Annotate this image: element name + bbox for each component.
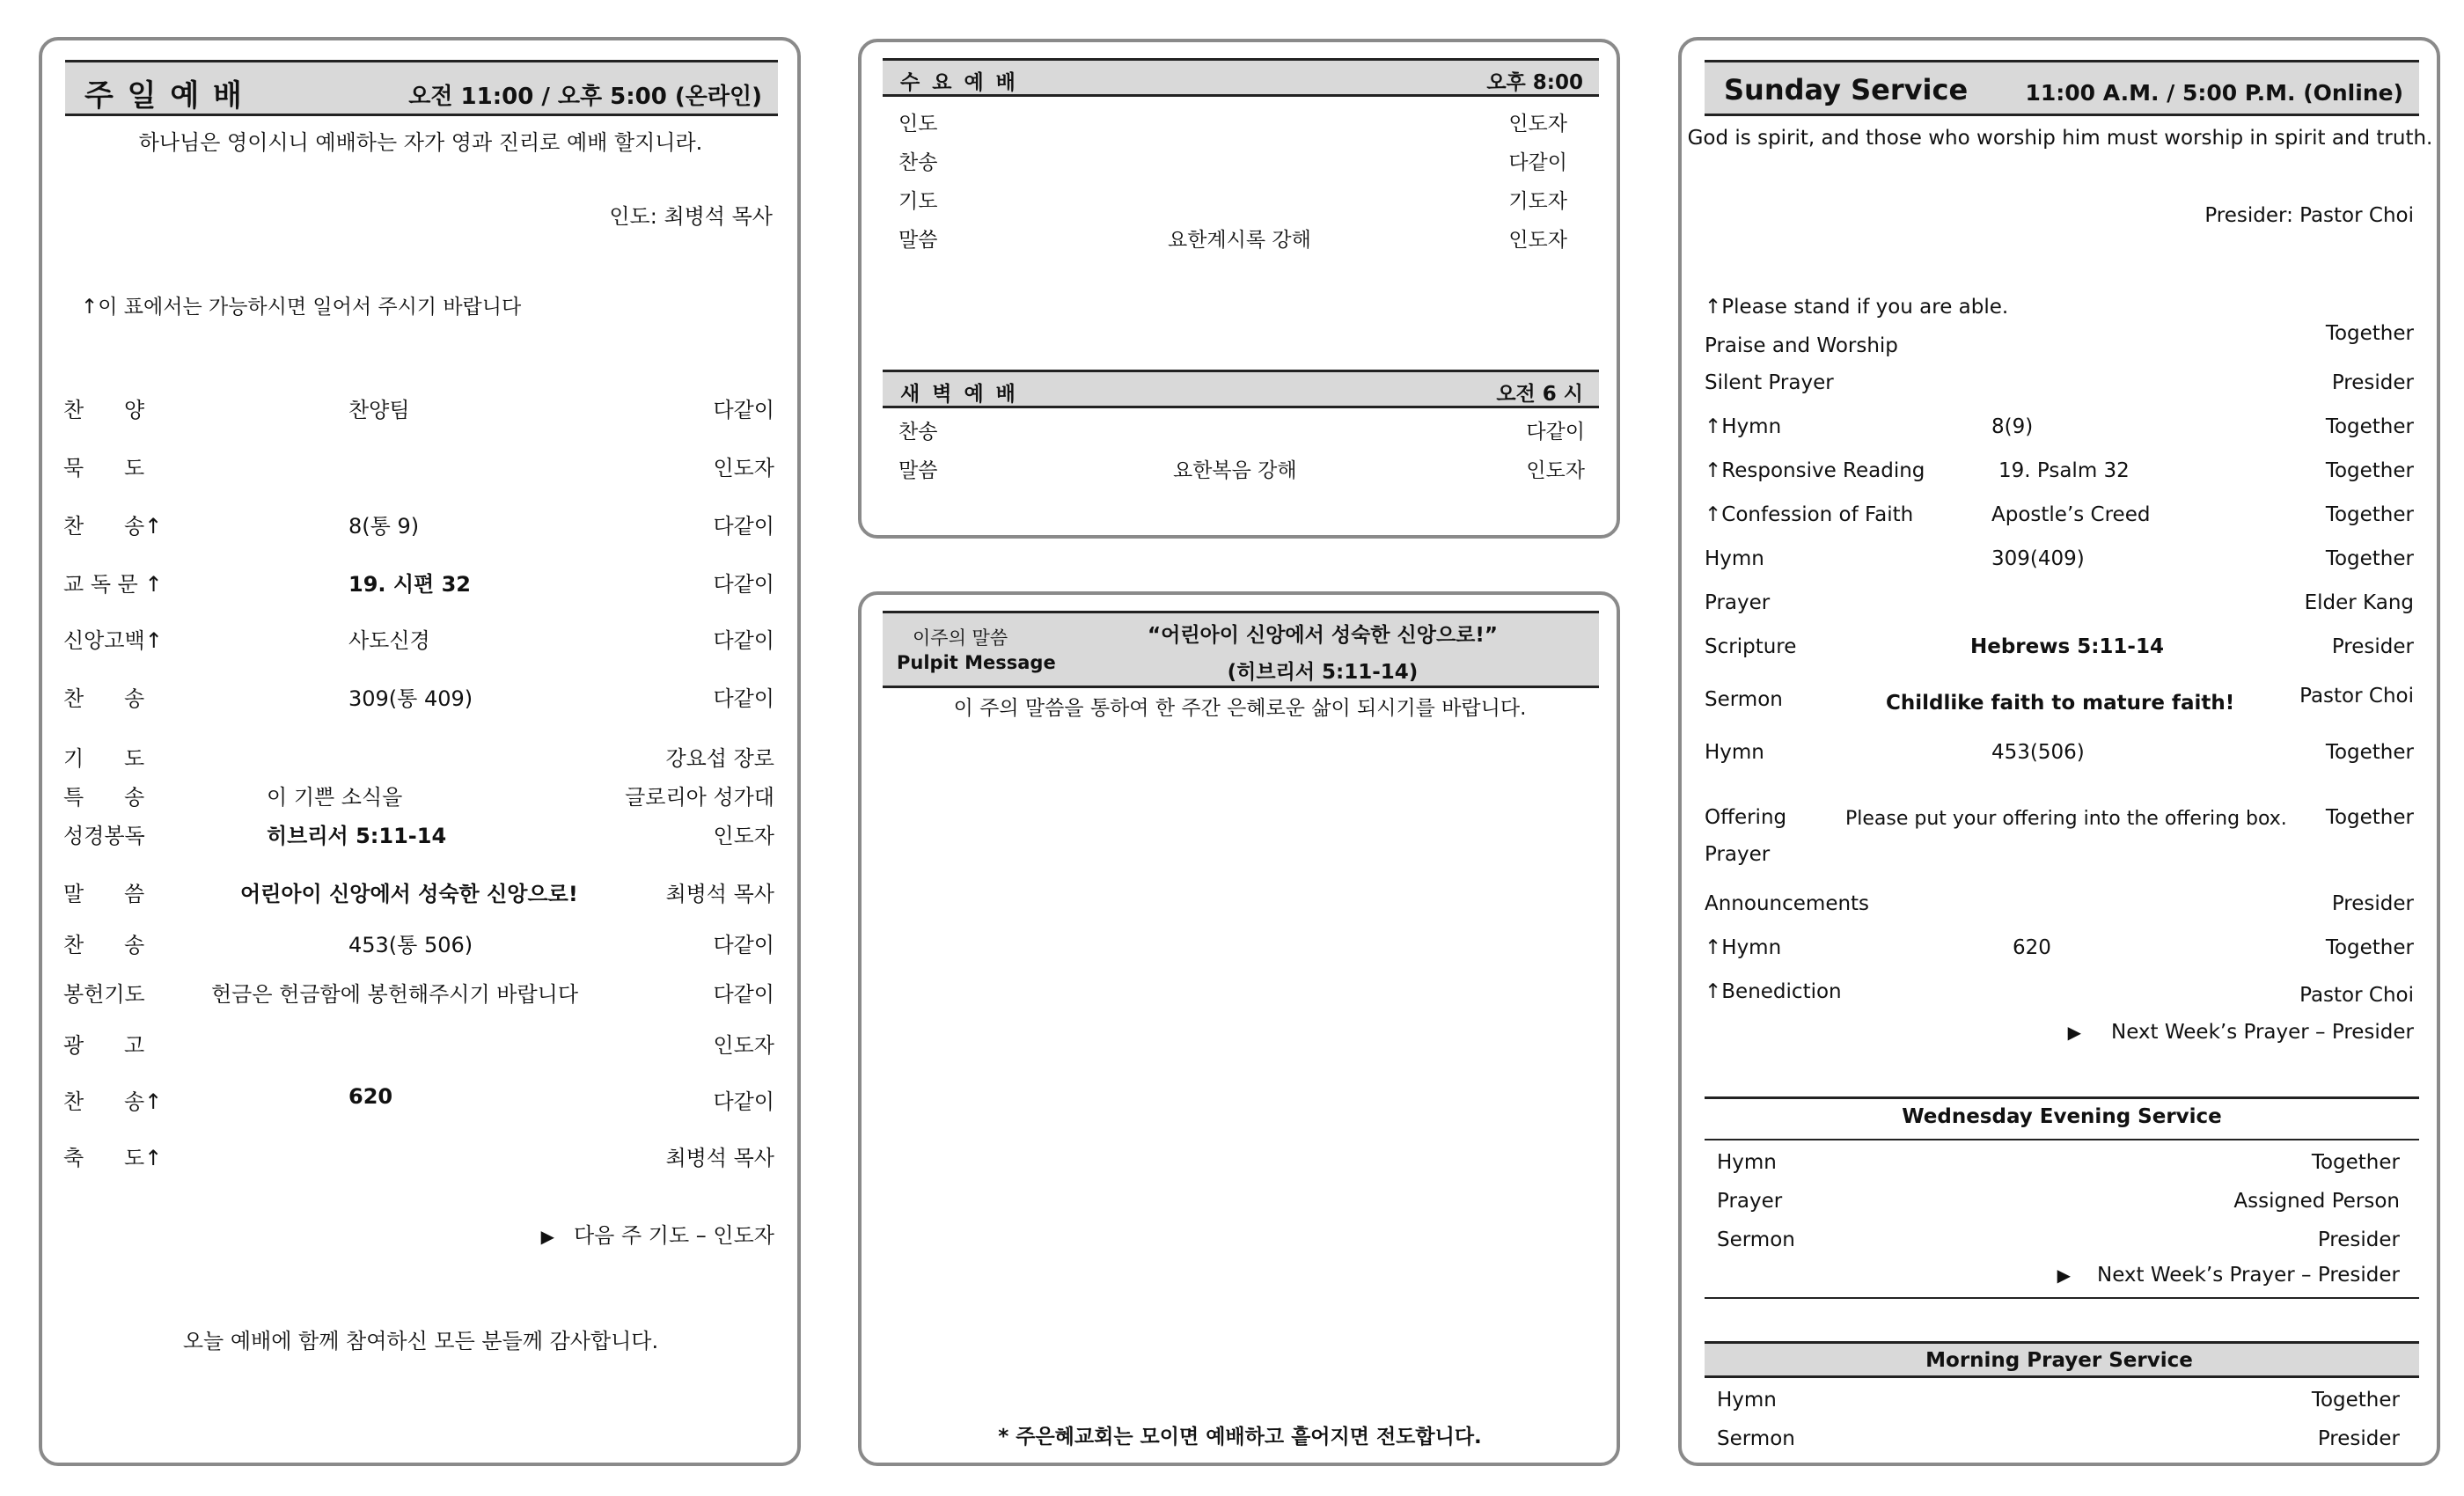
pulpit-message-panel <box>858 591 1620 1466</box>
next-week-prayer-text: 다음 주 기도 – 인도자 <box>574 1223 774 1248</box>
order-leader: 다같이 <box>713 572 774 597</box>
order-label: 기 도 <box>63 746 145 771</box>
offering-label-prayer: Prayer <box>1705 843 1771 866</box>
order-item: 이 기쁜 소식을 <box>267 785 403 810</box>
dawn-label: 말씀 <box>898 459 938 482</box>
english-morning-label: Sermon <box>1717 1427 1795 1450</box>
next-week-prayer <box>541 1218 774 1249</box>
english-order-item: 620 <box>2013 936 2051 959</box>
pulpit-header-bar <box>883 611 1599 688</box>
english-order-leader: Presider <box>2331 635 2414 658</box>
english-morning-title: Morning Prayer Service <box>1925 1349 2193 1372</box>
sunday-header-bar <box>65 60 778 116</box>
order-label: 교 독 문 ↑ <box>63 572 163 597</box>
english-time: 11:00 A.M. / 5:00 P.M. (Online) <box>2025 80 2403 106</box>
dawn-header-bar <box>883 370 1599 408</box>
dawn-label: 찬송 <box>898 421 938 444</box>
english-wed-leader: Assigned Person <box>2233 1190 2400 1213</box>
english-stand-note: ↑Please stand if you are able. <box>1705 296 2009 319</box>
english-order-leader: Together <box>2325 415 2414 438</box>
order-leader: 다같이 <box>713 933 774 957</box>
order-item: 어린아이 신앙에서 성숙한 신앙으로! <box>240 882 578 906</box>
dawn-time: 오전 6 시 <box>1496 383 1583 406</box>
english-order-leader: Together <box>2325 459 2414 482</box>
english-order-leader: Presider <box>2331 892 2414 915</box>
order-label: 축 도↑ <box>63 1146 163 1170</box>
korean-sunday-panel <box>39 37 801 1466</box>
dawn-leader: 인도자 <box>1526 459 1585 482</box>
english-next-week-text: Next Week’s Prayer – Presider <box>2110 1021 2414 1044</box>
stand-note: ↑이 표에서는 가능하시면 일어서 주시기 바랍니다 <box>81 296 522 319</box>
order-leader: 강요섭 장로 <box>665 746 774 771</box>
order-leader: 다같이 <box>713 398 774 422</box>
wed-label: 기도 <box>898 190 938 213</box>
morning-header-bar <box>1705 1341 2419 1378</box>
english-sunday-panel <box>1678 37 2440 1466</box>
offering-note: Please put your offering into the offering box. <box>1845 808 2287 830</box>
english-order-leader: Together <box>2325 547 2414 570</box>
wed-mid-rule <box>1705 1139 2419 1140</box>
english-order-label: Announcements <box>1705 892 1870 915</box>
english-order-leader: Pastor Choi <box>2299 685 2414 708</box>
english-order-item: Hebrews 5:11-14 <box>1970 635 2164 658</box>
english-order-label: ↑Responsive Reading <box>1705 459 1925 482</box>
order-leader: 글로리아 성가대 <box>625 785 774 810</box>
pulpit-message-title: “어린아이 신앙에서 성숙한 신앙으로!” <box>1147 624 1498 647</box>
english-order-leader: Presider <box>2331 371 2414 394</box>
wednesday-header-bar <box>883 58 1599 97</box>
english-order-leader: Pastor Choi <box>2299 984 2414 1007</box>
english-order-item: 19. Psalm 32 <box>1998 459 2130 482</box>
english-order-item: 309(409) <box>1991 547 2085 570</box>
order-leader: 다같이 <box>713 514 774 539</box>
english-title: Sunday Service <box>1724 73 1969 106</box>
order-label: 광 고 <box>63 1033 145 1058</box>
wed-leader: 인도자 <box>1508 229 1567 252</box>
praise-right: Together <box>2325 322 2414 345</box>
church-motto: * 주은혜교회는 모이면 예배하고 흩어지면 전도합니다. <box>998 1426 1482 1448</box>
english-order-label: Hymn <box>1705 547 1764 570</box>
praise-label: Praise and Worship <box>1705 334 1898 357</box>
pulpit-message-ref: (히브리서 5:11-14) <box>1227 661 1419 684</box>
order-leader: 다같이 <box>713 686 774 711</box>
dawn-title: 새 벽 예 배 <box>900 383 1018 406</box>
english-order-leader: Together <box>2325 936 2414 959</box>
sunday-presider: 인도: 최병석 목사 <box>609 204 773 229</box>
wed-label: 인도 <box>898 113 938 136</box>
english-wed-label: Sermon <box>1717 1228 1795 1251</box>
offering-right: Together <box>2325 806 2414 829</box>
offering-label: Offering <box>1705 806 1787 829</box>
english-order-leader: Together <box>2325 741 2414 764</box>
english-order-item: Apostle’s Creed <box>1991 503 2151 526</box>
dawn-item: 요한복음 강해 <box>1173 459 1297 482</box>
english-order-label: Scripture <box>1705 635 1797 658</box>
order-item: 620 <box>348 1084 393 1109</box>
english-wed-label: Hymn <box>1717 1151 1777 1174</box>
order-item: 사도신경 <box>348 628 430 653</box>
wednesday-title: 수 요 예 배 <box>900 71 1018 94</box>
order-label: 찬 송↑ <box>63 1089 163 1114</box>
order-label: 찬 송↑ <box>63 514 163 539</box>
pulpit-label-en: Pulpit Message <box>897 652 1056 673</box>
dawn-leader: 다같이 <box>1526 421 1585 444</box>
thanks-message: 오늘 예배에 함께 참여하신 모든 분들께 감사합니다. <box>182 1329 659 1353</box>
order-label: 묵 도 <box>63 456 145 480</box>
wed-item: 요한계시록 강해 <box>1168 229 1311 252</box>
order-item: 19. 시편 32 <box>348 572 471 597</box>
weekday-services-panel <box>858 39 1620 539</box>
play-triangle-icon: ▶ <box>540 1226 554 1247</box>
order-item: 히브리서 5:11-14 <box>267 824 447 848</box>
sunday-verse: 하나님은 영이시니 예배하는 자가 영과 진리로 예배 할지니라. <box>138 130 703 155</box>
english-order-leader: Together <box>2325 503 2414 526</box>
wed-label: 찬송 <box>898 151 938 174</box>
english-wed-leader: Together <box>2311 1151 2400 1174</box>
order-label: 성경봉독 <box>63 824 145 848</box>
play-triangle-icon: ▶ <box>2067 1022 2081 1043</box>
english-order-label: ↑Confession of Faith <box>1705 503 1914 526</box>
order-label: 찬 양 <box>63 398 145 422</box>
order-leader: 인도자 <box>713 456 774 480</box>
english-presider: Presider: Pastor Choi <box>2204 204 2414 227</box>
order-item: 453(통 506) <box>348 933 473 957</box>
order-item: 헌금은 헌금함에 봉헌해주시기 바랍니다 <box>211 982 579 1007</box>
sunday-time: 오전 11:00 / 오후 5:00 (온라인) <box>408 84 762 110</box>
order-label: 봉헌기도 <box>63 982 145 1007</box>
order-leader: 인도자 <box>713 824 774 848</box>
english-order-label: ↑Hymn <box>1705 936 1782 959</box>
english-order-label: Silent Prayer <box>1705 371 1834 394</box>
english-order-label: Sermon <box>1705 688 1783 711</box>
order-label: 찬 송 <box>63 933 145 957</box>
order-leader: 다같이 <box>713 628 774 653</box>
order-leader: 인도자 <box>713 1033 774 1058</box>
english-next-week <box>2068 1021 2414 1044</box>
order-item: 찬양팀 <box>348 398 410 422</box>
english-wed-label: Prayer <box>1717 1190 1783 1213</box>
order-label: 특 송 <box>63 785 145 810</box>
order-item: 309(통 409) <box>348 686 473 711</box>
order-item: 8(통 9) <box>348 514 420 539</box>
english-morning-leader: Presider <box>2317 1427 2400 1450</box>
order-leader: 최병석 목사 <box>665 882 774 906</box>
wed-top-rule <box>1705 1096 2419 1099</box>
wed-leader: 기도자 <box>1508 190 1567 213</box>
wednesday-time: 오후 8:00 <box>1486 71 1583 94</box>
order-leader: 최병석 목사 <box>665 1146 774 1170</box>
pulpit-label-kr: 이주의 말씀 <box>913 627 1008 649</box>
english-order-item: Childlike faith to mature faith! <box>1886 692 2235 715</box>
english-wed-leader: Presider <box>2317 1228 2400 1251</box>
english-morning-label: Hymn <box>1717 1389 1777 1412</box>
english-wed-next-text: Next Week’s Prayer – Presider <box>2096 1264 2400 1287</box>
english-order-label: ↑Benediction <box>1705 980 1842 1003</box>
english-wed-next <box>2057 1264 2400 1287</box>
wed-label: 말씀 <box>898 229 938 252</box>
wed-bottom-rule <box>1705 1297 2419 1299</box>
order-label: 말 씀 <box>63 882 145 906</box>
order-leader: 다같이 <box>713 1089 774 1114</box>
order-label: 찬 송 <box>63 686 145 711</box>
sunday-title: 주 일 예 배 <box>84 78 244 114</box>
english-header-bar <box>1705 60 2419 116</box>
english-order-item: 8(9) <box>1991 415 2034 438</box>
english-order-leader: Elder Kang <box>2304 591 2414 614</box>
play-triangle-icon: ▶ <box>2057 1265 2071 1286</box>
wed-leader: 다같이 <box>1508 151 1567 174</box>
english-order-item: 453(506) <box>1991 741 2085 764</box>
english-wed-title: Wednesday Evening Service <box>1902 1105 2222 1128</box>
order-leader: 다같이 <box>713 982 774 1007</box>
order-label: 신앙고백↑ <box>63 628 163 653</box>
pulpit-blessing: 이 주의 말씀을 통하여 한 주간 은혜로운 삶이 되시기를 바랍니다. <box>953 697 1527 720</box>
english-verse: God is spirit, and those who worship him must worship in spirit and truth. <box>1687 127 2433 150</box>
english-order-label: Hymn <box>1705 741 1764 764</box>
english-order-label: Prayer <box>1705 591 1771 614</box>
english-morning-leader: Together <box>2311 1389 2400 1412</box>
english-order-label: ↑Hymn <box>1705 415 1782 438</box>
wed-leader: 인도자 <box>1508 113 1567 136</box>
